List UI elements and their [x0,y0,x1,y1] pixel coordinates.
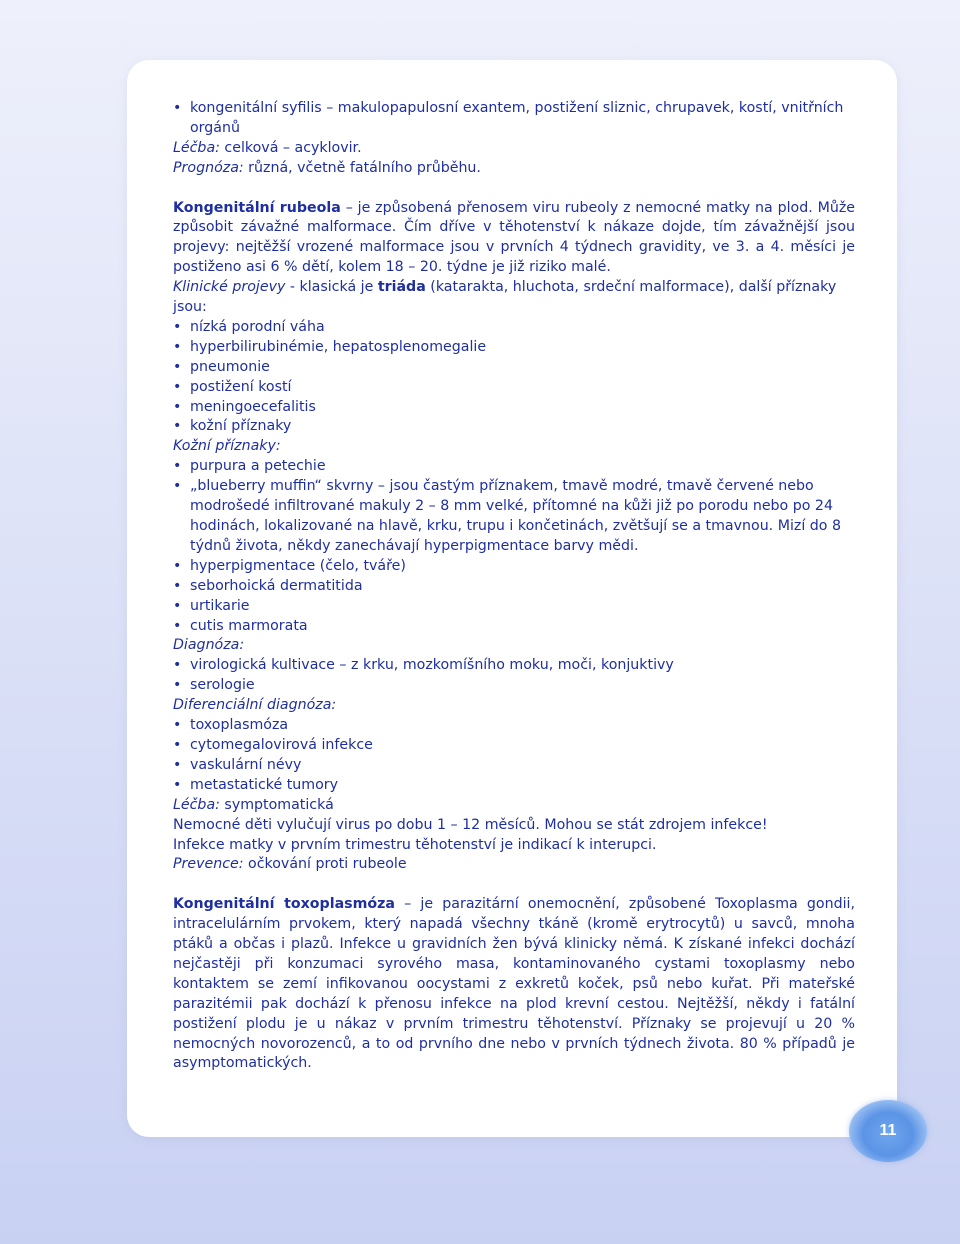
rubeola-prevention: Prevence: očkování proti rubeole [173,856,407,873]
list-item: • meningoecefalitis [173,398,316,415]
skin-label: Kožní příznaky: [173,438,281,455]
syphilis-treatment: Léčba: celková – acyklovir. [173,139,362,156]
list-item: • metastatické tumory [173,776,338,793]
list-item [173,99,855,139]
clinical-label: Klinické projevy [173,279,286,296]
list-item: • pneumonie [173,358,270,375]
treatment-label: Léčba: [173,796,220,813]
rubeola-interruption: Infekce matky v prvním trimestru těhotenství je indikací k interupci. [173,836,657,853]
treatment-label: Léčba: [173,139,220,156]
diagnosis-label: Diagnóza: [173,637,245,654]
list-item: • postižení kostí [173,378,292,395]
triad-term: triáda [377,279,426,296]
list-item: • purpura a petechie [173,458,326,475]
list-item: • cytomegalovirová infekce [173,736,373,753]
list-item: • serologie [173,677,255,694]
rubeola-intro: Kongenitální rubeola – je způsobená přenosem viru rubeoly z nemocné matky na plod. Může způsobit závažné malformace. Čím dříve v těhotenství k nákaze dojde, tím závažnější jsou projevy: nejtěžší vrozené malformace jsou v prvních 4 týdnech gravidity, ve 3. a 4. měsíci je postiženo asi 6 % dětí, kolem 18 – 20. týdne je již riziko malé. [173,199,855,276]
list-item: • seborhoická dermatitida [173,577,363,594]
list-item: • urtikarie [173,597,250,614]
list-item: • virologická kultivace – z krku, mozkomíšního moku, moči, konjuktivy [173,657,674,674]
list-item: • hyperbilirubinémie, hepatosplenomegalie [173,338,487,355]
list-item: • toxoplasmóza [173,717,289,734]
toxo-title: Kongenitální toxoplasmóza [173,896,395,913]
list-item: • „blueberry muffin“ skvrny – jsou častým příznakem, tmavě modré, tmavě červené nebo modrošedé infiltrované makuly 2 – 8 mm velké, přítomné na kůži již po porodu nebo po 24 hodinách, lokalizované na hlavě, krku, trupu i končetinách, zvětšují se a tmavnou. Mizí do 8 týdnů života, někdy zanechávají hyperpigmentace barvy mědi. [173,478,842,554]
prevention-label: Prevence: [173,856,244,873]
list-item: • hyperpigmentace (čelo, tváře) [173,557,406,574]
list-item: • nízká porodní váha [173,318,325,335]
prognosis-label: Prognóza: [173,159,244,176]
rubeola-clinical: Klinické projevy - klasická je triáda (katarakta, hluchota, srdeční malformace), další příznaky jsou: [173,279,837,316]
rubeola-title: Kongenitální rubeola [173,199,341,216]
page-content [173,99,855,1074]
list-item: • kožní příznaky [173,418,292,435]
rubeola-shedding: Nemocné děti vylučují virus po dobu 1 – 12 měsíců. Mohou se stát zdrojem infekce! [173,816,768,833]
bullet: • [173,100,182,116]
page-number-badge [849,1100,927,1162]
page-number: 11 [879,1122,897,1139]
syphilis-item: kongenitální syfilis – makulopapulosní exantem, postižení sliznic, chrupavek, kostí, vnitřních orgánů [190,100,844,136]
toxo-paragraph: Kongenitální toxoplasmóza – je parazitární onemocnění, způsobené Toxoplasma gondii, intracelulárním prvokem, který napadá všechny tkáně (kromě erytrocytů) u savců, mnoha ptáků a občas i plazů. Infekce u gravidních žen bývá klinicky němá. K získané infekci dochází nejčastěji při konzumaci syrového masa, kontaminovaného cystami toxoplasmy nebo kontaktem se zemí infikovanou oocystami z exkretů koček, psů nebo kuřat. Při mateřské parazitémii pak dochází k přenosu infekce na plod krevní cestou. Nejtěžší, někdy i fatální postižení plodu je u nákaz v prvním trimestru těhotenství. Příznaky se projevují u 20 % nemocných novorozenců, a to od prvního dne nebo v prvních týdnech života. 80 % případů je asymptomatických. [173,896,856,1072]
list-item: • cutis marmorata [173,617,308,634]
syphilis-prognosis: Prognóza: různá, včetně fatálního průběhu. [173,159,481,176]
list-item: • vaskulární névy [173,756,302,773]
differential-label: Diferenciální diagnóza: [173,697,337,714]
rubeola-treatment: Léčba: symptomatická [173,796,334,813]
